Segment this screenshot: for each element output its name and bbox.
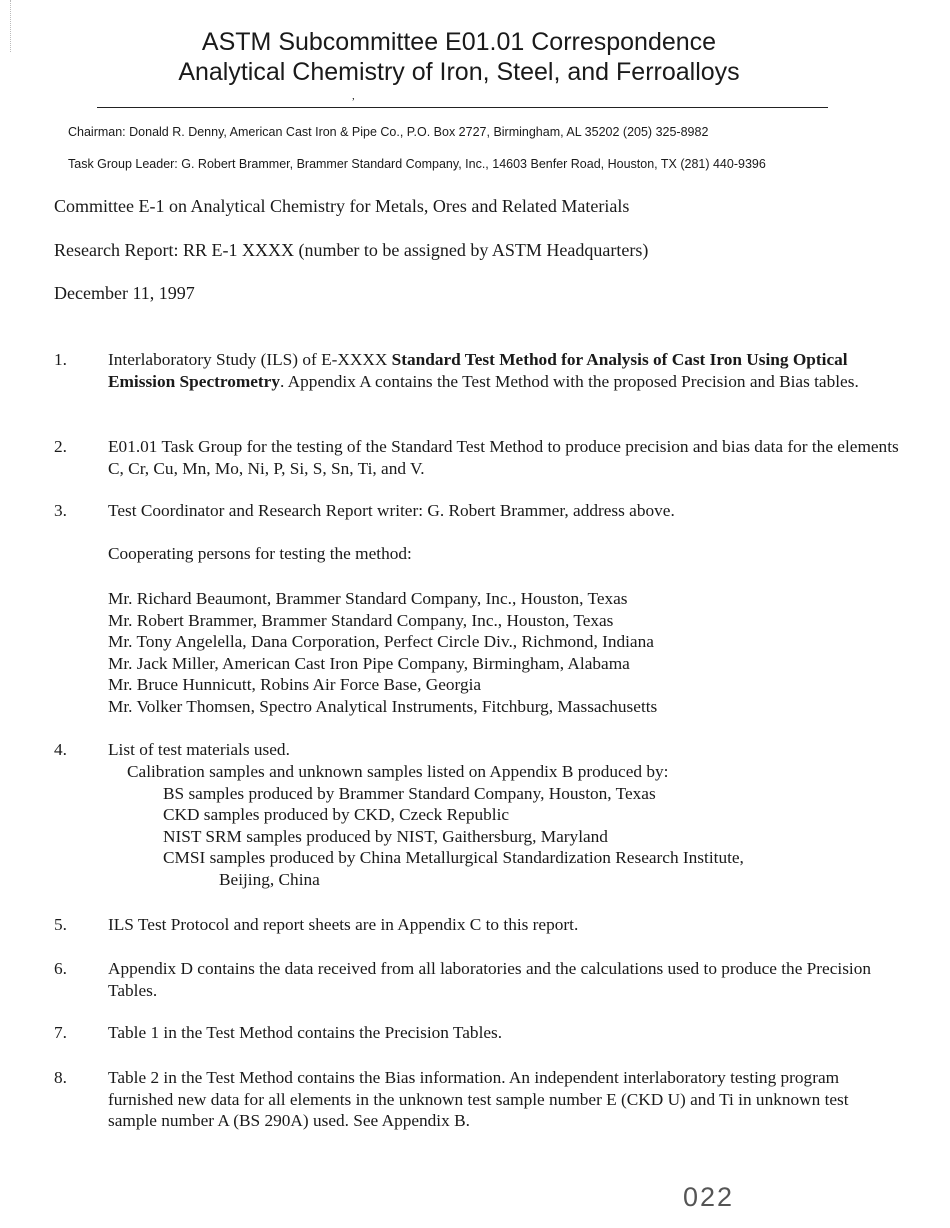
item-body: Table 1 in the Test Method contains the Precision Tables. bbox=[108, 1023, 503, 1042]
person: Mr. Tony Angelella, Dana Corporation, Perfect Circle Div., Richmond, Indiana bbox=[108, 632, 654, 652]
person: Mr. Richard Beaumont, Brammer Standard Company, Inc., Houston, Texas bbox=[108, 589, 628, 608]
report-line: Research Report: RR E-1 XXXX (number to be assigned by ASTM Headquarters) bbox=[54, 240, 649, 260]
item-body: ILS Test Protocol and report sheets are in Appendix C to this report. bbox=[108, 915, 579, 934]
item-text: Interlaboratory Study (ILS) of E-XXXX bbox=[108, 350, 392, 369]
material-source: BS samples produced by Brammer Standard Company, Houston, Texas bbox=[163, 783, 656, 803]
chairman-line: Chairman: Donald R. Denny, American Cast Iron & Pipe Co., P.O. Box 2727, Birmingham, AL 35202 (205) 325-8982 bbox=[68, 125, 709, 139]
item-text: . Appendix A contains the Test Method with the proposed Precision and Bias tables. bbox=[280, 371, 859, 391]
item-5 bbox=[54, 914, 899, 936]
method-title: Standard Test Method for Analysis of Cast Iron Using Optical Emission Spectrometry bbox=[108, 350, 848, 391]
item-body: E01.01 Task Group for the testing of the Standard Test Method to produce precision and bias data for the elements C, Cr, Cu, Mn, Mo, Ni, P, Si, S, Sn, Ti, and V. bbox=[108, 437, 899, 478]
item-body: Table 2 in the Test Method contains the Bias information. An independent interlaboratory testing program furnished new data for all elements in the unknown test sample number E (CKD U) and Ti in unknown test sample number A (BS 290A) used. See Appendix B. bbox=[108, 1068, 849, 1130]
item-number: 1. bbox=[54, 350, 67, 369]
item-4 bbox=[54, 739, 899, 761]
date-line: December 11, 1997 bbox=[54, 283, 195, 303]
person: Mr. Bruce Hunnicutt, Robins Air Force Base, Georgia bbox=[108, 675, 482, 695]
materials-list bbox=[108, 761, 744, 891]
item-number: 3. bbox=[54, 501, 67, 520]
item-3 bbox=[54, 500, 899, 522]
item-body: List of test materials used. bbox=[108, 740, 290, 759]
material-source: CMSI samples produced by China Metallurgical Standardization Research Institute, bbox=[163, 848, 744, 868]
item-number: 8. bbox=[54, 1068, 67, 1087]
person: Mr. Jack Miller, American Cast Iron Pipe Company, Birmingham, Alabama bbox=[108, 653, 630, 673]
item-6 bbox=[54, 958, 899, 1001]
tick-mark: , bbox=[352, 90, 355, 102]
item-number: 2. bbox=[54, 437, 67, 456]
material-source: NIST SRM samples produced by NIST, Gaithersburg, Maryland bbox=[163, 826, 608, 846]
document-title bbox=[0, 27, 918, 87]
cooperating-heading: Cooperating persons for testing the method: bbox=[108, 544, 412, 563]
item-body: Appendix D contains the data received from all laboratories and the calculations used to produce the Precision Tables. bbox=[108, 959, 871, 1000]
item-2 bbox=[54, 436, 899, 479]
person: Mr. Robert Brammer, Brammer Standard Company, Inc., Houston, Texas bbox=[108, 610, 614, 630]
page-stamp: 022 bbox=[683, 1182, 735, 1212]
materials-intro: Calibration samples and unknown samples listed on Appendix B produced by: bbox=[127, 762, 669, 781]
cooperating-list bbox=[108, 588, 657, 718]
item-7 bbox=[54, 1022, 899, 1044]
item-body bbox=[108, 349, 899, 392]
item-number: 6. bbox=[54, 959, 67, 978]
item-1 bbox=[54, 349, 899, 392]
person: Mr. Volker Thomsen, Spectro Analytical Instruments, Fitchburg, Massachusetts bbox=[108, 696, 658, 716]
material-source-continuation: Beijing, China bbox=[219, 869, 320, 889]
task-group-leader-line: Task Group Leader: G. Robert Brammer, Brammer Standard Company, Inc., 14603 Benfer Road, Houston, TX (281) 440-9396 bbox=[68, 157, 766, 171]
title-line-2: Analytical Chemistry of Iron, Steel, and Ferroalloys bbox=[178, 58, 740, 86]
item-8 bbox=[54, 1067, 899, 1132]
material-source: CKD samples produced by CKD, Czeck Republic bbox=[163, 805, 510, 825]
item-number: 7. bbox=[54, 1023, 67, 1042]
item-number: 4. bbox=[54, 740, 67, 759]
item-number: 5. bbox=[54, 915, 67, 934]
committee-line: Committee E-1 on Analytical Chemistry for Metals, Ores and Related Materials bbox=[54, 196, 630, 216]
title-line-1: ASTM Subcommittee E01.01 Correspondence bbox=[201, 28, 717, 56]
item-body: Test Coordinator and Research Report writer: G. Robert Brammer, address above. bbox=[108, 501, 675, 520]
title-rule bbox=[97, 107, 828, 108]
